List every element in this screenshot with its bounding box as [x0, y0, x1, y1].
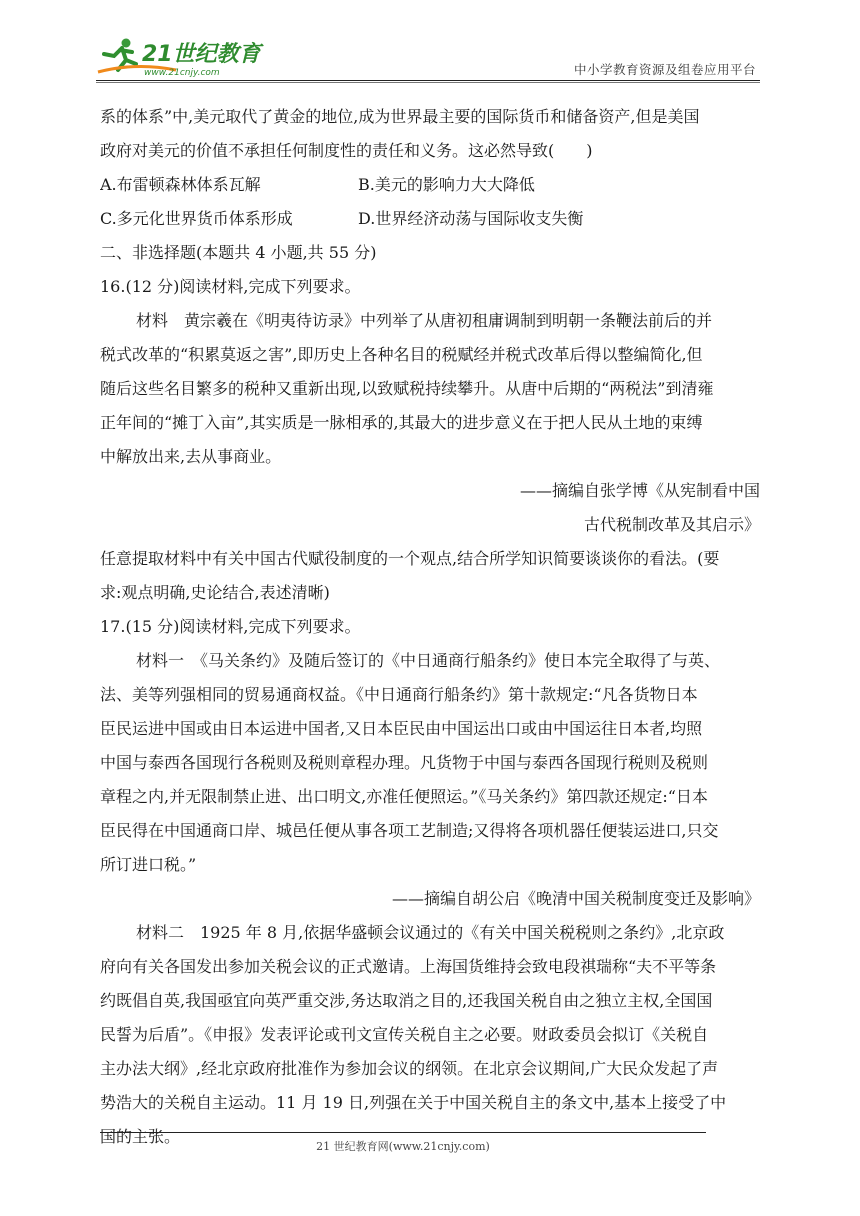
- citation: ——摘编自张学博《从宪制看中国: [519, 481, 760, 500]
- question-17-title: 17.(15 分)阅读材料,完成下列要求。: [100, 617, 361, 636]
- material-line: 中解放出来,去从事商业。: [100, 447, 282, 466]
- platform-name: 中小学教育资源及组卷应用平台: [573, 62, 756, 77]
- material-line: 国的主张。: [100, 1127, 181, 1146]
- task-line: 任意提取材料中有关中国古代赋役制度的一个观点,结合所学知识简要谈谈你的看法。(要: [100, 549, 720, 568]
- material-line: 民誓为后盾”。《申报》发表评论或刊文宣传关税自主之必要。财政委员会拟订《关税自: [100, 1025, 709, 1044]
- material-line: 章程之内,并无限制禁止进、出口明文,亦准任便照运。”《马关条约》第四款还规定:“日本: [100, 787, 708, 806]
- material-line: 材料二 1925 年 8 月,依据华盛顿会议通过的《有关中国关税税则之条约》,北京政: [136, 923, 725, 942]
- option-b: B.美元的影响力大大降低: [358, 175, 535, 194]
- question-16-title: 16.(12 分)阅读材料,完成下列要求。: [100, 277, 361, 296]
- material-line: 主办法大纲》,经北京政府批准作为参加会议的纲领。在北京会议期间,广大民众发起了声: [100, 1059, 719, 1078]
- option-d: D.世界经济动荡与国际收支失衡: [358, 209, 584, 228]
- footer-rule: [100, 1132, 706, 1133]
- material-line: 府向有关各国发出参加关税会议的正式邀请。上海国货维持会致电段祺瑞称“夫不平等条: [100, 957, 717, 976]
- material-line: 所订进口税。”: [100, 855, 197, 874]
- task-line: 求:观点明确,史论结合,表述清晰): [100, 583, 330, 602]
- running-man-logo-icon: [96, 36, 264, 78]
- options-row: [100, 202, 760, 236]
- site-logo: [96, 34, 266, 78]
- header-rule: [96, 80, 760, 81]
- material-line: 材料一 《马关条约》及随后签订的《中日通商行船条约》使日本完全取得了与英、: [136, 651, 721, 670]
- material-line: 臣民得在中国通商口岸、城邑任便从事各项工艺制造;又得将各项机器任便装运进口,只交: [100, 821, 719, 840]
- material-line: 法、美等列强相同的贸易通商权益。《中日通商行船条约》第十款规定:“凡各货物日本: [100, 685, 698, 704]
- material-line: 随后这些名目繁多的税种又重新出现,以致赋税持续攀升。从唐中后期的“两税法”到清雍: [100, 379, 714, 398]
- option-c: C.多元化世界货币体系形成: [100, 209, 293, 228]
- material-line: 税式改革的“积累莫返之害”,即历史上各种名目的税赋经并税式改革后得以整编简化,但: [100, 345, 703, 364]
- option-a: A.布雷顿森林体系瓦解: [100, 175, 261, 194]
- page-footer: 21 世纪教育网(www.21cnjy.com): [316, 1140, 490, 1153]
- options-row: [100, 168, 760, 202]
- body-line: 政府对美元的价值不承担任何制度性的责任和义务。这必然导致( ): [100, 141, 593, 160]
- material-line: 中国与泰西各国现行各税则及税则章程办理。凡货物于中国与泰西各国现行税则及税则: [100, 753, 709, 772]
- header-rule-thin: [96, 82, 760, 83]
- section-title: 二、非选择题(本题共 4 小题,共 55 分): [100, 243, 377, 262]
- material-line: 正年间的“摊丁入亩”,其实质是一脉相承的,其最大的进步意义在于把人民从土地的束缚: [100, 413, 703, 432]
- logo-url: www.21cnjy.com: [144, 68, 220, 78]
- material-line: 材料 黄宗羲在《明夷待访录》中列举了从唐初租庸调制到明朝一条鞭法前后的并: [136, 311, 713, 330]
- logo-text: 21世纪教育: [142, 42, 261, 67]
- body-line: 系的体系”中,美元取代了黄金的地位,成为世界最主要的国际货币和储备资产,但是美国: [100, 107, 700, 126]
- material-line: 臣民运进中国或由日本运进中国者,又日本臣民由中国运出口或由中国运往日本者,均照: [100, 719, 703, 738]
- page-header: [96, 34, 760, 80]
- material-line: 势浩大的关税自主运动。11 月 19 日,列强在关于中国关税自主的条文中,基本上接受了中: [100, 1093, 727, 1112]
- citation: ——摘编自胡公启《晚清中国关税制度变迁及影响》: [391, 889, 760, 908]
- citation: 古代税制改革及其启示》: [583, 515, 760, 534]
- material-line: 约既倡自英,我国亟宜向英严重交涉,务达取消之目的,还我国关税自由之独立主权,全国国: [100, 991, 713, 1010]
- page-content: [100, 100, 760, 1154]
